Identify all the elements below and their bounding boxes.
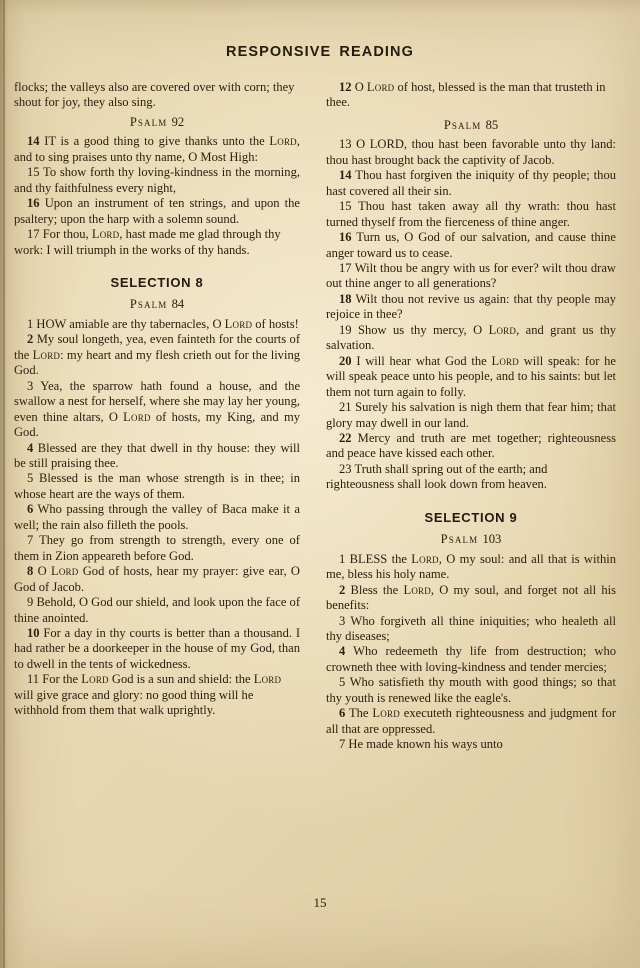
- divine-name-smallcaps: Lord: [224, 316, 253, 331]
- verse: [14, 332, 300, 378]
- divine-name-smallcaps: Lord: [366, 80, 395, 94]
- verse-text: Wilt thou be angry with us for ever? wilt thou draw out thine anger to all generations?: [326, 260, 616, 291]
- verse: [14, 196, 300, 227]
- psalm-heading-number: 92: [171, 114, 185, 129]
- psalm-heading-label: Psalm: [129, 114, 168, 129]
- verse: [14, 317, 300, 332]
- divine-name-smallcaps: Lord: [123, 409, 151, 424]
- verse-text: Show us thy mercy, O Lord, and grant us thy salvation.: [326, 322, 616, 353]
- verse-text: O Lord of host, blessed is the man that trusteth in thee.: [326, 80, 606, 110]
- verse-text: Thou hast forgiven the iniquity of thy people; thou hast covered all their sin.: [326, 168, 616, 198]
- verse-number: 2: [27, 332, 34, 347]
- verse-text: Who redeemeth thy life from destruction; who crowneth thee with loving-kindness and tender mercies;: [326, 644, 616, 674]
- verse: [326, 261, 616, 292]
- verse-number: 6: [27, 502, 34, 517]
- verse: [14, 471, 300, 502]
- verse-text: Thou hast taken away all thy wrath: thou hast turned thyself from the fierceness of thine anger.: [326, 199, 616, 229]
- verse: [14, 533, 300, 564]
- psalm-heading-label: Psalm: [129, 297, 168, 312]
- verse-number: 22: [339, 430, 352, 445]
- verse-number: 4: [339, 644, 346, 659]
- verse-number: 8: [27, 564, 34, 579]
- psalm-84-verse-list: [14, 317, 300, 719]
- verse-number: 13: [339, 137, 352, 152]
- verse-text: My soul longeth, yea, even fainteth for the courts of the Lord: my heart and my flesh crieth out for the living God.: [14, 332, 300, 378]
- verse-number: 15: [27, 165, 40, 180]
- verse-number: 14: [27, 134, 40, 149]
- psalm-heading-number: 103: [482, 532, 502, 547]
- continued-text: flocks; the valleys also are covered over with corn; they shout for joy, they also sing.: [14, 80, 295, 110]
- verse: [326, 644, 616, 675]
- divine-name-smallcaps: Lord: [50, 564, 79, 579]
- divine-name-smallcaps: Lord: [253, 672, 282, 687]
- verse-number: 1: [27, 316, 34, 331]
- verse-number: 16: [27, 196, 40, 211]
- verse-text: Who passing through the valley of Baca make it a well; the rain also filleth the pools.: [14, 502, 300, 532]
- verse: [14, 379, 300, 441]
- divine-name-smallcaps: Lord: [91, 227, 120, 242]
- divine-name-smallcaps: Lord: [32, 347, 61, 362]
- verse-number: 18: [339, 291, 352, 306]
- verse-number: 5: [27, 471, 34, 486]
- divine-name-smallcaps: Lord: [488, 322, 517, 337]
- psalm-heading-103: [326, 532, 616, 547]
- verse-number: 17: [27, 227, 40, 242]
- verse-number: 17: [339, 260, 352, 275]
- verse-text: Upon an instrument of ten strings, and upon the psaltery; upon the harp with a solemn sound.: [14, 196, 301, 226]
- verse-number: 7: [339, 737, 346, 752]
- verse-text: BLESS the Lord, O my soul: and all that is within me, bless his holy name.: [326, 551, 616, 582]
- verse: [326, 354, 616, 400]
- verse-text: Blessed are they that dwell in thy house: they will be still praising thee.: [14, 440, 301, 470]
- verse-text: Blessed is the man whose strength is in thee; in whose heart are the ways of them.: [14, 471, 300, 501]
- verse-text: IT is a good thing to give thanks unto the Lord, and to sing praises unto thy name, O Most High:: [14, 134, 301, 164]
- psalm-heading-label: Psalm: [443, 117, 482, 132]
- verse-text: Who forgiveth all thine iniquities; who healeth all thy diseases;: [326, 613, 616, 643]
- psalm-103-verse-list: [326, 552, 616, 753]
- verse-text: Bless the Lord, O my soul, and forget not all his benefits:: [326, 582, 616, 613]
- psalm-heading-84: [14, 297, 300, 312]
- verse-text: He made known his ways unto: [348, 737, 503, 752]
- verse: [326, 462, 616, 493]
- verse-number: 1: [339, 551, 346, 566]
- verse-text: Truth shall spring out of the earth; and righteousness shall look down from heaven.: [326, 461, 548, 492]
- verse: [326, 583, 616, 614]
- verse-text: For the Lord God is a sun and shield: the Lord will give grace and glory: no good thing will he withhold from them that walk uprightly.: [14, 672, 282, 718]
- verse-number: 4: [27, 440, 34, 455]
- divine-name-smallcaps: Lord: [269, 134, 297, 149]
- verse: [326, 137, 616, 168]
- verse-number: 6: [339, 706, 346, 721]
- verse: [326, 675, 616, 706]
- divine-name-smallcaps: Lord: [403, 582, 431, 597]
- right-column: [326, 80, 616, 880]
- verse: [326, 431, 616, 462]
- psalm-85-verse-list: [326, 137, 616, 492]
- verse-text: The Lord executeth righteousness and judgment for all that are oppressed.: [326, 706, 616, 736]
- verse: [14, 134, 300, 165]
- verse-number: 2: [339, 582, 346, 597]
- scan-gutter-line: [3, 0, 5, 968]
- verse: [14, 502, 300, 533]
- verse: [326, 737, 616, 752]
- verse-number: 15: [339, 199, 352, 214]
- verse-text: Yea, the sparrow hath found a house, and the swallow a nest for herself, where she may lay her young, even thine altars, O Lord of hosts, my King, and my God.: [14, 378, 301, 440]
- verse: [326, 400, 616, 431]
- page-number: 15: [313, 895, 327, 910]
- verse-number: 5: [339, 675, 346, 690]
- divine-name-smallcaps: Lord: [372, 706, 400, 721]
- left-column: [14, 80, 300, 880]
- verse-number: 14: [339, 168, 352, 183]
- verse: [14, 441, 300, 472]
- verse-text: Behold, O God our shield, and look upon the face of thine anointed.: [14, 595, 300, 625]
- selection-9-heading: SELECTION 9: [424, 509, 518, 525]
- verse-text: To show forth thy loving-kindness in the morning, and thy faithfulness every night,: [14, 165, 300, 195]
- verse: [14, 165, 300, 196]
- continued-paragraph: [14, 80, 300, 111]
- verse-text: They go from strength to strength, every one of them in Zion appeareth before God.: [14, 533, 300, 563]
- verse: [14, 564, 300, 595]
- verse-text: Who satisfieth thy mouth with good things; so that thy youth is renewed like the eagle's.: [326, 675, 616, 705]
- verse: [14, 595, 300, 626]
- divine-name-smallcaps: Lord: [411, 551, 439, 566]
- verse: [14, 626, 300, 672]
- verse-number: 16: [339, 230, 352, 245]
- psalm-heading-number: 84: [171, 297, 185, 312]
- verse: [14, 227, 300, 258]
- selection-8-heading: SELECTION 8: [110, 274, 204, 290]
- verse-number: 21: [339, 400, 352, 415]
- verse: [14, 672, 300, 718]
- verse: [326, 552, 616, 583]
- verse-number: 23: [339, 461, 352, 476]
- verse-text: Wilt thou not revive us again: that thy people may rejoice in thee?: [326, 291, 616, 322]
- verse-text: O LORD, thou hast been favorable unto thy land: thou hast brought back the captivity of Jacob.: [326, 137, 616, 167]
- verse-number: 11: [27, 672, 40, 687]
- verse-number: 20: [339, 353, 352, 368]
- verse-text: O Lord God of hosts, hear my prayer: give ear, O God of Jacob.: [14, 564, 300, 594]
- verse: [326, 292, 616, 323]
- verse: [326, 323, 616, 354]
- verse-text: For a day in thy courts is better than a thousand. I had rather be a doorkeeper in the house of my God, than to dwell in the tents of wickedness.: [14, 625, 301, 671]
- verse: [326, 168, 616, 199]
- verse-text: Surely his salvation is nigh them that fear him; that glory may dwell in our land.: [326, 400, 616, 430]
- divine-name-smallcaps: Lord: [81, 672, 109, 687]
- psalm-84-continued-verse-list: [326, 80, 616, 111]
- verse-number: 12: [339, 80, 352, 94]
- psalm-92-verse-list: [14, 134, 300, 258]
- psalm-heading-number: 85: [485, 117, 499, 132]
- verse-text: HOW amiable are thy tabernacles, O Lord of hosts!: [36, 316, 299, 331]
- verse: [326, 230, 616, 261]
- verse-text: Mercy and truth are met together; righteousness and peace have kissed each other.: [326, 430, 616, 461]
- verse-number: 3: [27, 378, 34, 393]
- verse: [326, 706, 616, 737]
- verse-text: I will hear what God the Lord will speak: for he will speak peace unto his people, and to his saints: but let them not turn again to folly.: [326, 353, 617, 399]
- verse: [326, 80, 616, 111]
- verse: [326, 199, 616, 230]
- psalm-heading-92: [14, 115, 300, 130]
- psalm-heading-label: Psalm: [440, 532, 479, 547]
- verse: [326, 614, 616, 645]
- verse-number: 9: [27, 595, 34, 610]
- verse-text: Turn us, O God of our salvation, and cause thine anger toward us to cease.: [326, 230, 616, 260]
- divine-name-smallcaps: Lord: [491, 353, 519, 368]
- verse-number: 7: [27, 533, 34, 548]
- text-columns: [14, 80, 626, 880]
- psalm-heading-85: [326, 118, 616, 133]
- verse-number: 10: [27, 625, 40, 640]
- running-head: RESPONSIVE READING: [226, 44, 414, 60]
- verse-text: For thou, Lord, hast made me glad through thy work: I will triumph in the works of thy hands.: [14, 227, 281, 257]
- verse-number: 3: [339, 613, 346, 628]
- verse-number: 19: [339, 322, 352, 337]
